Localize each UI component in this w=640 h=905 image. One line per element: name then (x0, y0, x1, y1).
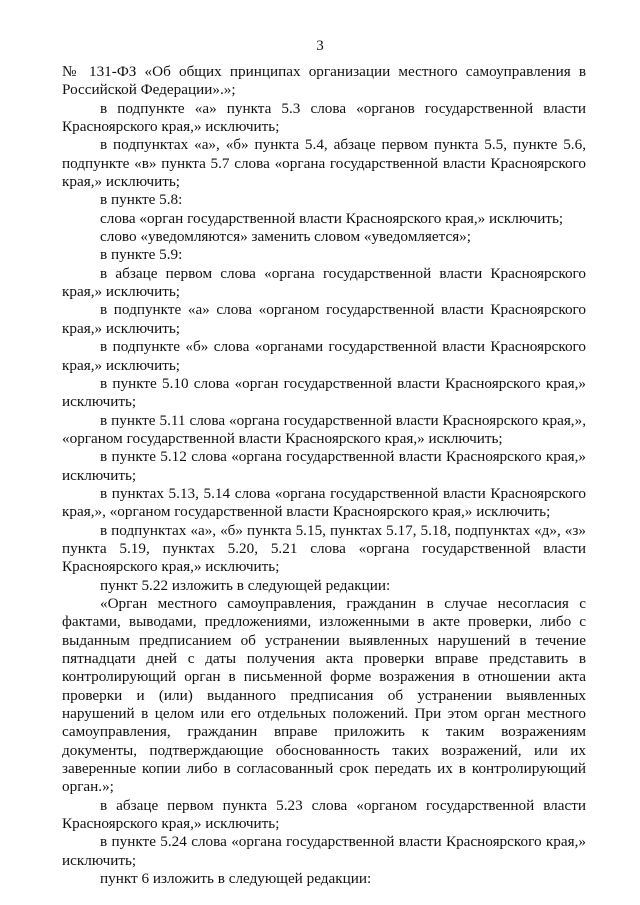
paragraph: пункт 6 изложить в следующей редакции: (100, 870, 372, 888)
paragraph: в пункте 5.11 слова «органа государственной власти Красноярского края,», «органом государственной власти Красноярского края,» исключить; (62, 411, 586, 447)
page-number: 3 (316, 38, 324, 54)
paragraph: в подпунктах «а», «б» пункта 5.15, пунктах 5.17, 5.18, подпунктах «д», «з» пункта 5.19, пунктах 5.20, 5.21 слова «органа государственной власти Красноярского края,» исключить; (62, 521, 586, 576)
document-body (62, 63, 586, 888)
paragraph: в подпунктах «а», «б» пункта 5.4, абзаце первом пункта 5.5, пункте 5.6, подпункте «в» пункта 5.7 слова «органа государственной власти Красноярского края,» исключить; (62, 136, 586, 191)
paragraph: в пункте 5.24 слова «органа государственной власти Красноярского края,» исключить; (62, 833, 586, 869)
paragraph: в пункте 5.12 слова «органа государственной власти Красноярского края,» исключить; (62, 448, 586, 484)
paragraph: в пункте 5.9: (100, 246, 183, 264)
paragraph: в абзаце первом пункта 5.23 слова «органом государственной власти Красноярского края,» исключить; (62, 796, 586, 833)
paragraph: слова «орган государственной власти Красноярского края,» исключить; (100, 209, 564, 227)
paragraph: в пунктах 5.13, 5.14 слова «органа государственной власти Красноярского края,», «органом государственной власти Красноярского края,» исключить; (62, 484, 586, 521)
paragraph: в пункте 5.10 слова «орган государственной власти Красноярского края,» исключить; (62, 374, 586, 411)
paragraph: в подпункте «б» слова «органами государственной власти Красноярского края,» исключить; (62, 338, 586, 374)
paragraph: в пункте 5.8: (100, 191, 183, 209)
paragraph: в абзаце первом слова «органа государственной власти Красноярского края,» исключить; (62, 264, 586, 301)
paragraph: в подпункте «а» слова «органом государственной власти Красноярского края,» исключить; (62, 301, 586, 337)
paragraph: пункт 5.22 изложить в следующей редакции: (100, 576, 391, 594)
paragraph: № 131-ФЗ «Об общих принципах организации местного самоуправления в Российской Федерации».»; (62, 63, 586, 99)
quoted-paragraph: «Орган местного самоуправления, гражданин в случае несогласия с фактами, выводами, предложениями, изложенными в акте проверки, либо с выданным предписанием об устранении выявленных нарушений в течение пятнадцати дней с даты получения акта проверки вправе представить в контролирующий орган в письменной форме возражения в отношении акта проверки и (или) выданного предписания об устранении выявленных нарушений в целом или его отдельных положений. При этом орган местного самоуправления, гражданин вправе приложить к таким возражениям документы, подтверждающие обоснованность таких возражений, или их заверенные копии либо в согласованный срок передать их в контролирующий орган.»; (62, 594, 586, 796)
paragraph: слово «уведомляются» заменить словом «уведомляется»; (100, 228, 471, 246)
paragraph: в подпункте «а» пункта 5.3 слова «органов государственной власти Красноярского края,» исключить; (62, 99, 586, 136)
